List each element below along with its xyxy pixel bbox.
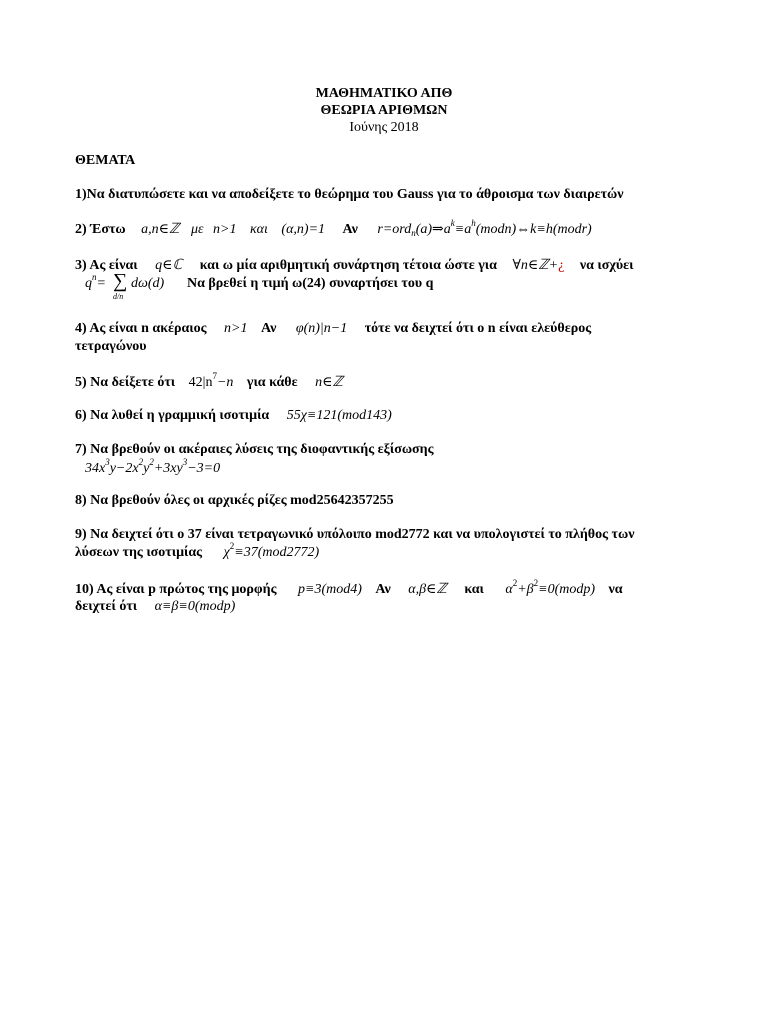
question-1: 1)Να διατυπώσετε και να αποδείξετε το θεώρημα του Gauss για το άθροισμα των διαιρετών [75, 187, 624, 202]
q4-math-2: φ(n)|n−1 [295, 321, 348, 336]
q7-equation: $34x^3y-2x^2y^2+3xy^3-3=0$ [85, 457, 221, 476]
q2-label: 2) Έστω [75, 222, 126, 237]
q10-line-2 [75, 599, 235, 615]
q2-math-2: n>1 [213, 222, 237, 237]
q4-math-1: n>1 [224, 321, 248, 336]
q9-line-2-text: λύσεων της ισοτιμίας [75, 545, 203, 560]
q10-kai: και [464, 582, 484, 597]
q10-math-3: $\alpha^2+\beta^2\equiv 0(modp)$ [505, 578, 596, 597]
q2-math-3: (α,n)=1 [281, 222, 326, 237]
q4-an: Αν [261, 321, 277, 336]
q2-word-2: και [249, 222, 268, 237]
q2-math-1: a,n∈ℤ [141, 222, 180, 237]
q4-end: τότε να δειχτεί ότι ο n είναι ελεύθερος [364, 321, 592, 336]
q10-label: 10) Ας είναι p πρώτος της μορφής [75, 582, 277, 597]
header-line-1: ΜΑΘΗΜΑΤΙΚΟ ΑΠΘ [315, 86, 453, 101]
q10-na: να [608, 582, 623, 597]
q10-an: Αν [375, 582, 391, 597]
q4-line-2: τετραγώνου [75, 339, 147, 354]
q9-math-1: $\chi^2\equiv 37(mod2772)$ [223, 541, 320, 560]
q3-sum-term: dω(d) [131, 276, 165, 291]
question-6 [75, 408, 392, 424]
q4-label: 4) Ας είναι n ακέραιος [75, 321, 207, 336]
q9-line-2 [75, 541, 320, 561]
q3-end: να ισχύει [579, 258, 634, 273]
q5-math-2: n∈ℤ [315, 375, 343, 390]
header-line-2: ΘΕΩΡΙΑ ΑΡΙΘΜΩΝ [320, 103, 448, 118]
q3-math-2: ∀n∈ℤ+¿ [512, 258, 565, 273]
question-7: 7) Να βρεθούν οι ακέραιες λύσεις της διοφαντικής εξίσωσης [75, 442, 434, 457]
q6-math-1: 55χ≡121(mod143) [286, 408, 392, 423]
q10-math-2: α,β∈ℤ [408, 582, 447, 597]
q10-line-2-text: δειχτεί ότι [75, 599, 138, 614]
q5-mid: για κάθε [246, 375, 298, 390]
q3-mid: και ω μία αριθμητική συνάρτηση τέτοια ώστε για [199, 258, 497, 273]
question-8: 8) Να βρεθούν όλες οι αρχικές ρίζες mod25642357255 [75, 493, 394, 508]
question-5 [75, 371, 343, 391]
section-title: ΘΕΜΑΤΑ [75, 153, 136, 168]
q2-math-4: $r=ord_n(a)\Rightarrow a^k\equiv a^h(modn)\Leftrightarrow k\equiv h(modr)$ [377, 218, 592, 238]
question-3 [75, 257, 633, 274]
q3-math-1: q∈ℂ [155, 258, 183, 273]
q2-an: Αν [342, 222, 358, 237]
q3-line-2: Να βρεθεί η τιμή ω(24) συναρτήσει του q [187, 276, 434, 291]
question-2 [75, 218, 592, 238]
q2-word-1: με [190, 222, 204, 237]
question-9: 9) Να δειχτεί ότι ο 37 είναι τετραγωνικό υπόλοιπο mod2772 και να υπολογιστεί το πλήθος των [75, 527, 635, 542]
question-10 [75, 578, 623, 598]
q5-label: 5) Να δείξετε ότι [75, 375, 176, 390]
q10-math-1: p≡3(mod4) [298, 582, 362, 597]
q3-label: 3) Ας είναι [75, 258, 138, 273]
header-line-3: Ιούνης 2018 [349, 120, 419, 135]
q10-math-4: α≡β≡0(modp) [154, 599, 236, 614]
q3-equation: $q^n=$ [85, 272, 106, 291]
question-4 [75, 321, 591, 337]
q5-math-1: $42|n^7-n$ [188, 371, 234, 390]
q6-label: 6) Να λυθεί η γραμμική ισοτιμία [75, 408, 270, 423]
q3-sum-symbol: ∑ d/n [113, 270, 128, 301]
